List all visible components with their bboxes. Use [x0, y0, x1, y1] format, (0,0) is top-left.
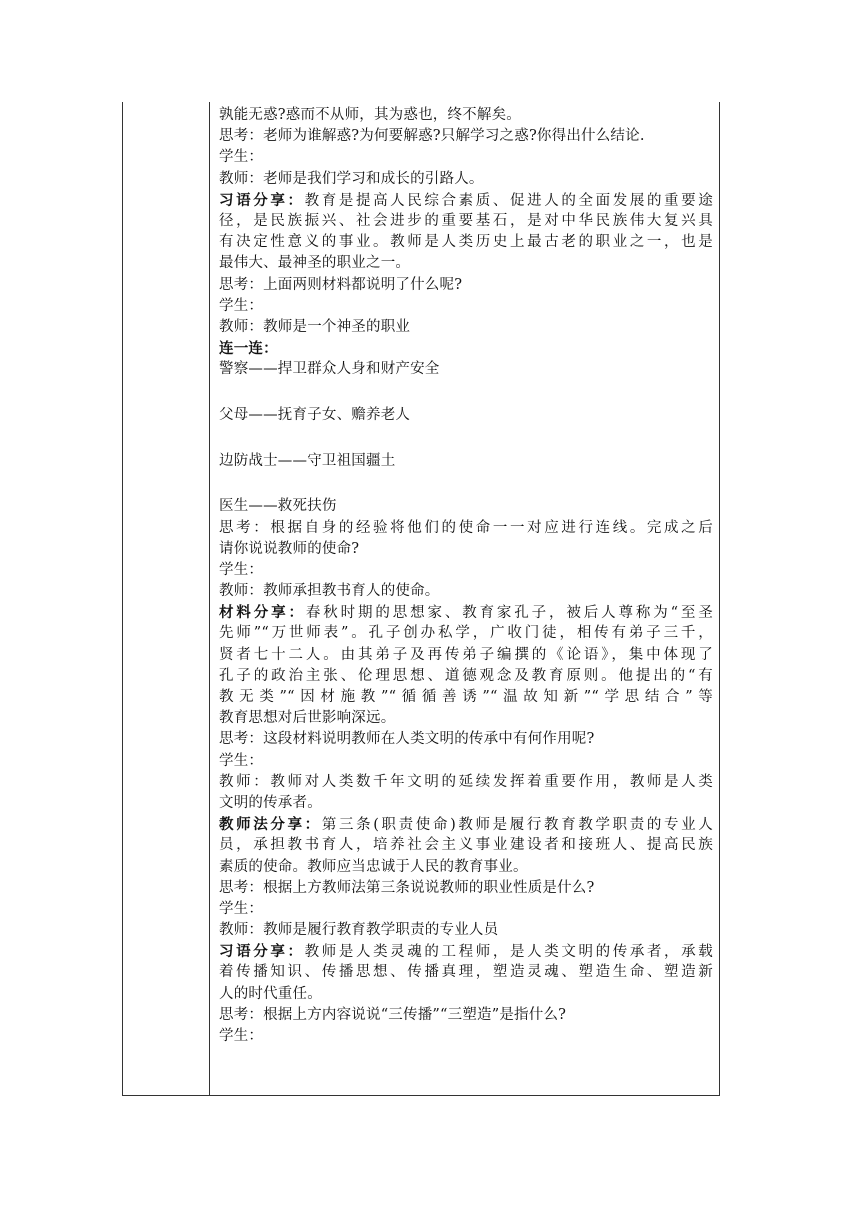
text-line: 孰能无惑?惑而不从师，其为惑也，终不解矣。 — [219, 107, 521, 123]
text-line: 教无类”“因材施教”“循循善诱”“温故知新”“学思结合”等 — [219, 689, 713, 705]
text-line: 请你说说教师的使命? — [219, 540, 360, 557]
text-line — [219, 602, 713, 623]
section-text: 教育是提高人民综合素质、促进人的全面发展的重要途 — [304, 192, 713, 209]
text-line: 学生： — [219, 149, 264, 166]
section-text: 教师是人类灵魂的工程师，是人类文明的传承者，承载 — [304, 944, 713, 961]
text-line: 先师”“万世师表”。孔子创办私学，广收门徒，相传有弟子三千， — [219, 625, 713, 642]
text-line: 教师：教师对人类数千年文明的延续发挥着重要作用，教师是人类 — [219, 773, 713, 790]
section-label: 习语分享： — [219, 943, 305, 961]
text-line: 思考：上面两则材料都说明了什么呢? — [219, 276, 463, 293]
lesson-table — [122, 102, 720, 1096]
text-line: 径，是民族振兴、社会进步的重要基石，是对中华民族伟大复兴具 — [219, 212, 713, 229]
text-line: 贤者七十二人。由其弟子及再传弟子编撰的《论语》，集中体现了 — [219, 646, 713, 663]
text-line: 医生——救死扶伤 — [219, 498, 337, 515]
text-line: 学生： — [219, 1028, 264, 1044]
text-line: 父母——抚育子女、赡养老人 — [219, 406, 411, 423]
text-line: 孔子的政治主张、伦理思想、道德观念及教育原则。他提出的“有 — [219, 667, 713, 684]
text-line: 思考：根据上方内容说说“三传播”“三塑造”是指什么? — [219, 1006, 567, 1023]
text-line — [219, 941, 713, 962]
text-line: 着传播知识、传播思想、传播真理，塑造灵魂、塑造生命、塑造新 — [219, 964, 713, 981]
text-line: 教师：老师是我们学习和成长的引路人。 — [219, 170, 484, 187]
lesson-content — [219, 105, 713, 1047]
section-label: 材料分享： — [219, 604, 306, 622]
text-line: 思考：根据上方教师法第三条说说教师的职业性质是什么? — [219, 879, 595, 896]
text-line: 素质的使命。教师应当忠诚于人民的教育事业。 — [219, 858, 528, 875]
text-line — [219, 190, 713, 211]
blank-line — [219, 472, 713, 497]
text-line: 教师：教师承担教书育人的使命。 — [219, 583, 440, 600]
section-text: 春秋时期的思想家、教育家孔子，被后人尊称为“至圣 — [305, 605, 713, 622]
blank-line — [219, 426, 713, 451]
text-line: 最伟大、最神圣的职业之一。 — [219, 255, 411, 272]
column-divider — [209, 102, 210, 1095]
text-line — [219, 814, 713, 835]
text-line: 教师：教师是履行教育教学职责的专业人员 — [219, 922, 499, 939]
text-line: 文明的传承者。 — [219, 794, 322, 811]
text-line: 员，承担教书育人，培养社会主义事业建设者和接班人、提高民族 — [219, 837, 713, 854]
text-line: 教育思想对后世影响深远。 — [219, 710, 396, 727]
section-text: 第三条(职责使命)教师是履行教育教学职责的专业人 — [321, 817, 713, 834]
section-label: 连一连： — [219, 340, 278, 358]
text-line: 思考：根据自身的经验将他们的使命一一对应进行连线。完成之后 — [219, 519, 713, 536]
text-line: 学生： — [219, 752, 264, 769]
section-label: 教师法分享： — [219, 816, 322, 834]
text-line: 人的时代重任。 — [219, 985, 322, 1002]
text-line: 学生： — [219, 297, 264, 314]
text-line: 教师：教师是一个神圣的职业 — [219, 318, 411, 335]
text-line: 学生： — [219, 900, 264, 917]
text-line: 思考：老师为谁解惑?为何要解惑?只解学习之惑?你得出什么结论. — [219, 128, 645, 145]
text-line: 有决定性意义的事业。教师是人类历史上最古老的职业之一，也是 — [219, 234, 713, 251]
blank-line — [219, 380, 713, 405]
text-line: 边防战士——守卫祖国疆土 — [219, 452, 396, 469]
section-label: 习语分享： — [219, 191, 305, 209]
text-line: 警察——捍卫群众人身和财产安全 — [219, 361, 440, 378]
text-line: 思考：这段材料说明教师在人类文明的传承中有何作用呢? — [219, 731, 595, 748]
text-line: 学生： — [219, 561, 264, 578]
